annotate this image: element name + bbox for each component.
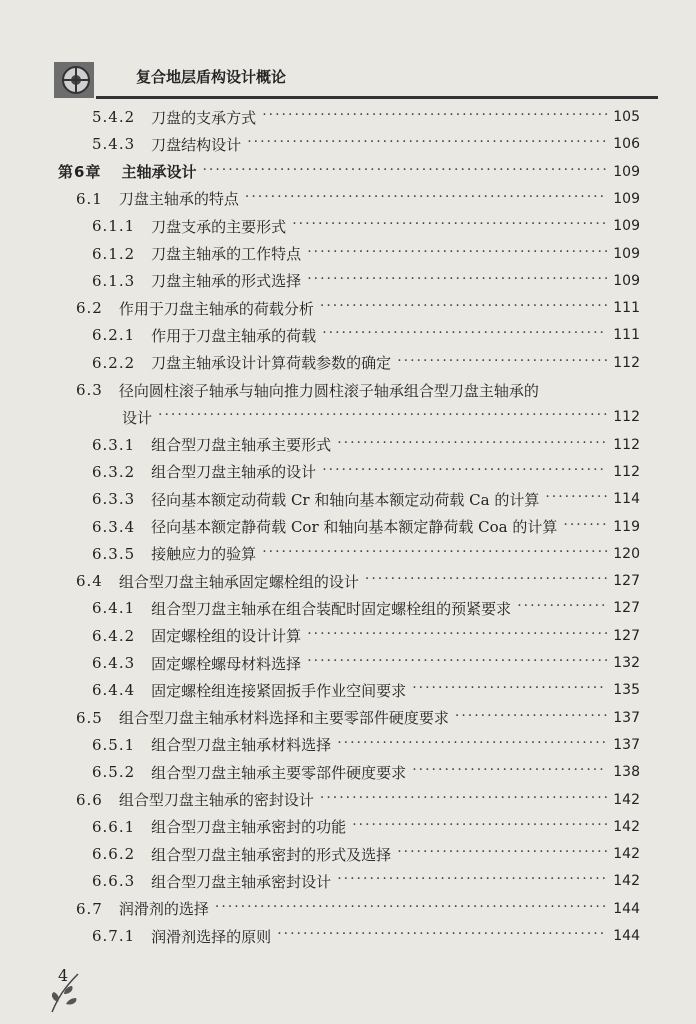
toc-entry-number: 6.2.1 [92,326,136,345]
toc-entry-number: 6.6.3 [92,872,136,891]
toc-entry-number: 5.4.2 [92,108,136,126]
dot-leader [412,676,607,704]
header-rule [96,96,658,99]
dot-leader [397,840,607,868]
toc-entry[interactable] [122,403,640,431]
dot-leader [277,922,607,950]
dot-leader [412,758,607,786]
dot-leader [245,185,607,213]
toc-entry-page: 109 [613,218,640,235]
toc-entry-number: 6.3.5 [92,544,136,563]
toc-entry[interactable] [76,704,640,732]
toc-entry[interactable] [76,294,640,322]
toc-entry-page: 144 [613,900,640,917]
toc-entry-title: 组合型刀盘主轴承主要零部件硬度要求 [151,763,407,782]
toc-entry-number: 6.4.2 [92,626,136,645]
toc-entry[interactable] [92,922,640,950]
dot-leader [545,485,607,513]
toc-entry-title: 刀盘支承的主要形式 [151,217,287,236]
toc-entry-number: 6.6 [76,790,103,809]
toc-entry-title: 组合型刀盘主轴承在组合装配时固定螺栓组的预紧要求 [151,599,512,618]
toc-entry[interactable] [92,321,640,349]
toc-entry-number: 6.5.1 [92,735,136,754]
toc-entry[interactable] [92,130,640,158]
toc-entry[interactable] [92,513,640,541]
toc-entry-page: 106 [613,136,640,153]
toc-entry-page: 105 [613,109,640,125]
toc-entry[interactable] [92,212,640,240]
toc-entry-page: 135 [613,682,640,699]
dot-leader [365,567,607,595]
toc-entry[interactable] [92,349,640,377]
dot-leader [517,594,607,622]
toc-entry-page: 137 [613,736,640,753]
dot-leader [352,813,607,841]
toc-entry-page: 109 [613,245,640,262]
toc-entry-number: 6.3 [76,381,103,399]
toc-entry-title: 接触应力的验算 [151,545,257,564]
dot-leader [262,103,607,131]
dot-leader [320,294,607,322]
toc-entry[interactable] [58,158,640,186]
toc-entry-title: 径向基本额定静荷载 Cor 和轴向基本额定静荷载 Coa 的计算 [151,518,558,536]
toc-entry-title: 作用于刀盘主轴承的荷载分析 [118,299,314,318]
toc-entry[interactable] [92,240,640,268]
dot-leader [202,158,607,186]
toc-entry-title: 组合型刀盘主轴承材料选择和主要零部件硬度要求 [118,709,449,728]
toc-entry-number: 6.6.2 [92,845,136,864]
toc-entry[interactable] [92,649,640,677]
toc-entry-number: 第6章 [58,163,102,182]
toc-entry[interactable] [92,267,640,295]
toc-entry-number: 6.1.1 [92,217,136,236]
toc-entry-number: 6.3.3 [92,490,136,509]
toc-entry[interactable] [76,786,640,814]
toc-entry-number: 6.7 [76,899,103,918]
toc-entry[interactable] [76,376,640,404]
toc-entry-page: 109 [613,272,640,289]
dot-leader [397,349,607,377]
toc-entry-title: 固定螺栓组的设计计算 [151,627,302,646]
book-logo-icon [54,62,94,98]
toc-entry-page: 112 [613,436,640,453]
toc-entry-page: 144 [613,928,640,944]
toc-entry-number: 6.1.2 [92,244,136,263]
dot-leader [307,240,607,268]
toc-entry-page: 127 [613,627,640,644]
toc-entry[interactable] [92,458,640,486]
dot-leader [322,458,607,486]
dot-leader [215,895,607,923]
toc-entry-title: 组合型刀盘主轴承的设计 [151,463,317,482]
toc-entry-page: 127 [613,600,640,617]
toc-entry-title: 固定螺栓螺母材料选择 [151,654,302,673]
toc-entry-page: 112 [613,354,640,371]
toc-entry-number: 6.4.3 [92,654,136,672]
toc-entry-title: 刀盘主轴承的形式选择 [151,272,302,291]
toc-entry-number: 6.1 [76,189,103,208]
toc-entry[interactable] [92,758,640,786]
toc-entry-title: 刀盘的支承方式 [151,108,257,127]
toc-entry-title: 主轴承设计 [121,163,197,182]
toc-entry-title: 组合型刀盘主轴承主要形式 [151,436,332,455]
toc-entry-title: 刀盘结构设计 [151,135,242,154]
dot-leader [158,403,607,431]
toc-entry-number: 6.6.1 [92,817,136,836]
toc-entry-title: 组合型刀盘主轴承密封设计 [151,872,332,891]
toc-entry-page: 111 [613,300,640,317]
toc-entry-number: 6.4 [76,572,103,591]
dot-leader [307,622,607,650]
toc-entry-title: 组合型刀盘主轴承材料选择 [151,736,332,755]
toc-entry-number: 6.3.1 [92,435,136,454]
dot-leader [337,731,607,759]
toc-entry[interactable] [92,594,640,622]
toc-entry-title: 径向基本额定动荷载 Cr 和轴向基本额定动荷载 Ca 的计算 [151,490,540,509]
toc-entry-number: 6.5 [76,708,103,727]
dot-leader [455,704,607,732]
toc-entry[interactable] [92,103,640,131]
toc-entry-title: 组合型刀盘主轴承的密封设计 [118,791,314,809]
dot-leader [337,867,607,895]
toc-entry[interactable] [92,540,640,568]
toc-entry-page: 142 [613,873,640,890]
toc-entry-page: 109 [613,190,640,207]
toc-entry-number: 6.2 [76,299,103,318]
toc-entry-number: 5.4.3 [92,135,136,154]
toc-entry-page: 114 [613,491,640,508]
dot-leader [292,212,607,240]
toc-entry[interactable] [92,731,640,759]
toc-entry-page: 119 [613,518,640,535]
toc-entry-number: 6.3.4 [92,517,136,536]
running-header [48,56,658,102]
toc-entry-title: 固定螺栓组连接紧固扳手作业空间要求 [151,681,407,700]
toc-entry-title: 组合型刀盘主轴承密封的功能 [151,818,347,837]
dot-leader [307,267,607,295]
toc-entry-number: 6.7.1 [92,927,136,945]
toc-entry[interactable] [92,840,640,868]
toc-entry[interactable] [76,895,640,923]
toc-entry-page: 109 [613,163,640,180]
toc-entry-page: 112 [613,409,640,426]
toc-entry-title: 刀盘主轴承的工作特点 [151,245,302,263]
toc-entry[interactable] [76,185,640,213]
toc-entry-title: 组合型刀盘主轴承固定螺栓组的设计 [118,572,359,591]
toc-entry-title: 作用于刀盘主轴承的荷载 [151,326,317,345]
toc-entry-page: 111 [613,327,640,344]
toc-entry[interactable] [92,622,640,650]
toc-entry[interactable] [92,813,640,841]
dot-leader [337,431,607,459]
toc-entry-number: 6.4.1 [92,599,136,618]
dot-leader [307,649,607,677]
toc-entry[interactable] [76,567,640,595]
dot-leader [247,130,607,158]
toc-entry-title: 径向圆柱滚子轴承与轴向推力圆柱滚子轴承组合型刀盘主轴承的 [118,381,539,400]
toc-entry-title: 润滑剂的选择 [118,900,209,919]
dot-leader [262,540,607,568]
toc-entry-page: 142 [613,791,640,808]
toc-entry-number: 6.2.2 [92,353,136,372]
toc-entry-page: 112 [613,463,640,480]
toc-entry-title: 刀盘主轴承的特点 [118,190,239,209]
toc-entry-number: 6.5.2 [92,763,136,782]
toc-entry-page: 120 [613,545,640,562]
toc-entry-title: 组合型刀盘主轴承密封的形式及选择 [151,845,392,864]
dot-leader [320,786,607,814]
toc-entry-page: 138 [613,764,640,781]
toc-entry[interactable] [92,485,640,513]
toc-entry-number: 6.1.3 [92,271,136,290]
toc-entry-title: 润滑剂选择的原则 [151,927,272,946]
toc-entry-page: 142 [613,846,640,863]
toc-entry-page: 132 [613,655,640,671]
toc-entry-number: 6.3.2 [92,462,136,481]
toc-entry-page: 142 [613,818,640,835]
book-title: 复合地层盾构设计概论 [136,68,287,86]
dot-leader [322,321,607,349]
toc-entry[interactable] [92,431,640,459]
toc-entry-page: 127 [613,573,640,590]
toc-entry[interactable] [92,676,640,704]
toc-entry-title: 设计 [122,408,153,427]
toc-entry[interactable] [92,867,640,895]
dot-leader [563,513,607,541]
page-number: 4 [58,966,69,985]
toc-entry-title: 刀盘主轴承设计计算荷载参数的确定 [151,354,392,373]
toc-entry-number: 6.4.4 [92,681,136,700]
toc-entry-page: 137 [613,709,640,726]
